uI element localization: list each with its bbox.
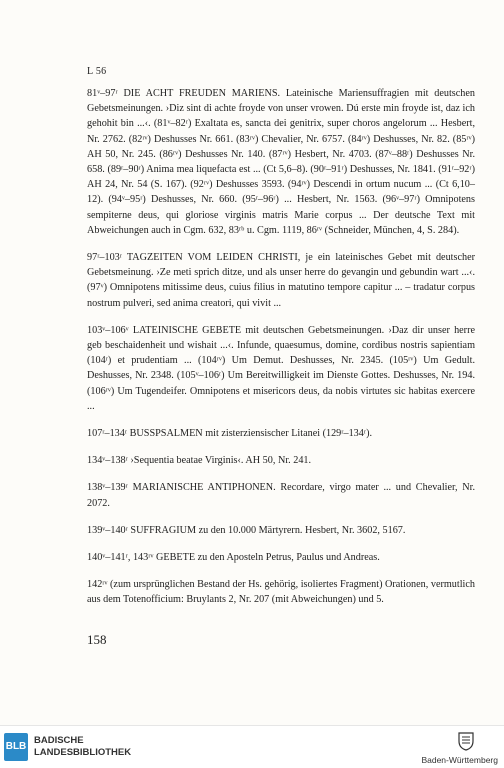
catalog-content xyxy=(87,86,475,620)
blb-logo-icon: BLB xyxy=(4,733,28,761)
catalog-entry: 107ʳ–134ʳ BUSSPSALMEN mit zisterziensischer Litanei (129ʳ–134ʳ). xyxy=(87,428,373,440)
catalog-entry: 138ᵛ–139ʳ MARIANISCHE ANTIPHONEN. Recordare, virgo mater ... und Chevalier, Nr. 2072. xyxy=(87,482,475,509)
catalog-entry: 81ᵛ–97ʳ DIE ACHT FREUDEN MARIENS. Lateinische Mariensuffragien mit deutschen Gebetsmeinungen. ›Diz sint di achte froyde von unser vrowen. Dú erste min froyde ist, daz ich gehohit bin ...‹. (81ᵛ–82ʳ) Exaltata es, sancta dei genitrix, super choros angelorum ... Hesbert, Nr. 2762. (82ʳᵛ) Deshusses Nr. 661. (83ʳᵛ) Chevalier, Nr. 6757. (84ʳᵛ) Deshusses, Nr. 82. (85ʳᵛ) AH 50, Nr. 245. (86ʳᵛ) Deshusses Nr. 140. (87ʳᵛ) Hesbert, Nr. 4703. (87ᵛ–88ʳ) Deshusses Nr. 658. (89ʳ–90ʳ) Anima mea liquefacta est ... (Ct 5,6–8). (90ʳ–91ʳ) Deshusses, Nr. 1841. (91ʳ–92ʳ) AH 24, Nr. 54 (S. 167). (92ʳᵛ) Deshusses 3593. (94ʳᵛ) Descendi in ortum nucum ... (Ct 6,10–12). (94ᵛ–95ʳ) Deshusses, Nr. 660. (95ʳ–96ʳ) ... Hesbert, Nr. 1563. (96ᵛ–97ʳ) Omnipotens sempiterne deus, qui gloriose virginis matris Marie corpus ... Der deutsche Text mit Abweichungen auch in Cgm. 632, 83ʳᵇ u. Cgm. 1119, 86ʳᵛ (Schneider, München, 4, S. 284). xyxy=(87,88,475,236)
coat-of-arms-icon xyxy=(455,730,477,752)
catalog-entry: 139ᵛ–140ʳ SUFFRAGIUM zu den 10.000 Märtyrern. Hesbert, Nr. 3602, 5167. xyxy=(87,524,406,536)
catalog-entry: 134ᵛ–138ʳ ›Sequentia beatae Virginis‹. AH 50, Nr. 241. xyxy=(87,455,312,467)
catalog-entry: 103ᵛ–106ᵛ LATEINISCHE GEBETE mit deutschen Gebetsmeinungen. ›Daz dir unser herre geb beschaidenheit und wishait ...‹. Infunde, quaesumus, domine, cordibus nostris sapientiam (104ʳ) et prudentiam ... (104ʳᵛ) Um Demut. Deshusses, Nr. 2345. (105ʳᵛ) Um Gedult. Deshusses, Nr. 2348. (105ᵛ–106ʳ) Um Bereitwilligkeit im Dienste Gottes. Deshusses, Nr. 194. (106ʳᵛ) Um Tugendeifer. Omnipotens et misericors deus, da nobis virtutes sic habitas exercere ... xyxy=(87,324,475,412)
state-name: Baden-Württemberg xyxy=(421,755,498,765)
catalog-entry: 140ᵛ–141ʳ, 143ʳᵛ GEBETE zu den Aposteln Petrus, Paulus und Andreas. xyxy=(87,552,380,564)
library-name xyxy=(34,735,131,759)
shelfmark: L 56 xyxy=(87,66,107,77)
page-number: 158 xyxy=(87,632,107,647)
library-footer xyxy=(0,725,504,768)
library-name-line2: LANDESBIBLIOTHEK xyxy=(34,747,132,758)
catalog-entry: 142ʳᵛ (zum ursprünglichen Bestand der Hs. gehörig, isoliertes Fragment) Orationen, vermutlich aus dem Totenofficium: Bruylants 2, Nr. 207 (mit Abweichungen) und 5. xyxy=(87,579,475,606)
catalog-entry: 97ʳ–103ʳ TAGZEITEN VOM LEIDEN CHRISTI, je ein lateinisches Gebet mit deutscher Gebetsmeinung. ›Ze meti sprich ditze, und als unser herre do gevangin und gebundin wart ...‹. (97ᵛ) Omnipotens mitissime deus, cuius filius in matutino tempore capitur ... – tradatur corpus nostrum pulveri, sed anima creatori, qui vivit ... xyxy=(87,252,475,309)
library-name-line1: BADISCHE xyxy=(34,735,84,746)
